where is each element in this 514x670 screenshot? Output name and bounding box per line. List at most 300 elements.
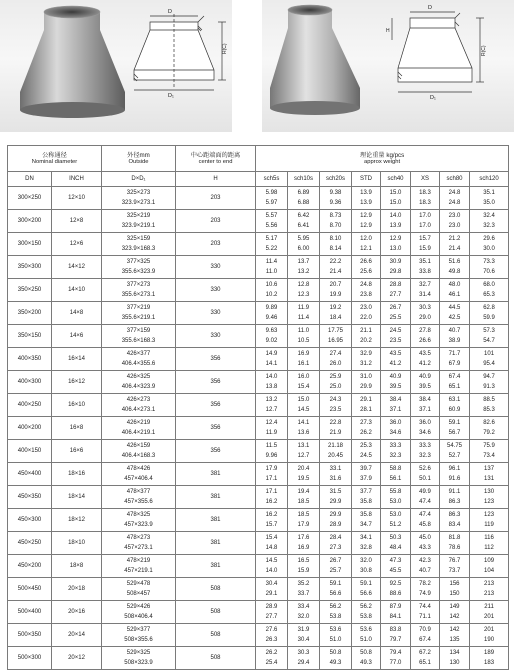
weight-value: 17.75 (327, 328, 343, 334)
inch-cell: 16×12 (52, 371, 102, 394)
weight-value: 53.8 (329, 614, 342, 620)
weight-value: 42.3 (419, 558, 431, 564)
weight-cell (470, 394, 509, 417)
weight-cell (440, 647, 470, 670)
weight-value: 20.45 (327, 453, 343, 459)
weight-value: 31.4 (419, 292, 431, 298)
weight-cell (256, 256, 288, 279)
inch-cell: 18×14 (52, 486, 102, 509)
weight-cell (256, 187, 288, 210)
nominal-diameter-header (8, 146, 102, 172)
weight-value: 22.2 (329, 259, 342, 265)
weight-value: 27.7 (265, 614, 278, 620)
weight-cell (381, 394, 411, 417)
table-row (8, 601, 509, 624)
weight-value: 26.2 (265, 650, 278, 656)
weight-value: 68.0 (483, 282, 495, 288)
weight-cell (320, 325, 352, 348)
weight-value: 189 (484, 650, 495, 656)
dn-cell: 450×200 (8, 555, 52, 578)
weight-value: 16.9 (297, 351, 310, 357)
weight-value: 54.75 (446, 443, 462, 449)
weight-value: 8.70 (329, 223, 342, 229)
od-cell (102, 440, 176, 463)
weight-cell (288, 509, 320, 532)
weight-cell (440, 279, 470, 302)
weight-cell (256, 555, 288, 578)
table-row (8, 233, 509, 256)
weight-value: 29.0 (419, 315, 431, 321)
eccentric-h-label: H (386, 28, 390, 34)
weight-value: 14.1 (297, 420, 310, 426)
weight-value: 15.0 (389, 200, 402, 206)
weight-value: 211 (484, 604, 494, 610)
od-cell (102, 509, 176, 532)
weight-cell (470, 624, 509, 647)
table-row (8, 578, 509, 601)
weight-cell (256, 463, 288, 486)
weight-cell (381, 486, 411, 509)
weight-cell (320, 348, 352, 371)
table-row (8, 463, 509, 486)
weight-cell (470, 325, 509, 348)
dn-cell: 500×350 (8, 624, 52, 647)
weight-cell (352, 440, 381, 463)
h-cell: 356 (176, 348, 256, 371)
weight-value: 11.0 (265, 269, 278, 275)
weight-value: 44.5 (448, 305, 461, 311)
weight-value: 16.0 (297, 374, 310, 380)
weight-value: 33.1 (329, 466, 342, 472)
weight-value: 31.5 (329, 489, 342, 495)
od-value: 457×355.6 (124, 499, 153, 505)
weight-cell (470, 440, 509, 463)
weight-value: 104 (484, 568, 495, 574)
weight-cell (440, 325, 470, 348)
od-cell (102, 187, 176, 210)
sch-header: sch5s (256, 172, 288, 187)
weight-cell (470, 371, 509, 394)
weight-cell (288, 348, 320, 371)
weight-value: 101 (484, 351, 495, 357)
weight-cell (320, 486, 352, 509)
weight-value: 67.4 (448, 374, 461, 380)
weight-value: 30.0 (483, 246, 495, 252)
weight-cell (256, 647, 288, 670)
weight-cell (470, 463, 509, 486)
weight-value: 142 (449, 614, 460, 620)
od-value: 508×355.6 (124, 637, 153, 643)
weight-value: 41.2 (389, 361, 402, 367)
weight-cell (440, 486, 470, 509)
weight-cell (352, 486, 381, 509)
weight-value: 119 (484, 522, 494, 528)
weight-cell (320, 233, 352, 256)
weight-value: 27.8 (419, 328, 431, 334)
weight-value: 16.2 (265, 499, 278, 505)
weight-value: 14.9 (265, 351, 278, 357)
weight-value: 13.7 (297, 259, 310, 265)
weight-value: 29.9 (329, 499, 342, 505)
weight-cell (470, 302, 509, 325)
weight-value: 41.2 (419, 361, 431, 367)
weight-value: 33.3 (419, 443, 431, 449)
weight-cell (288, 486, 320, 509)
weight-value: 78.2 (419, 581, 431, 587)
od-value: 377×159 (126, 328, 151, 334)
weight-value: 15.9 (297, 568, 310, 574)
weight-value: 8.10 (329, 236, 342, 242)
weight-cell (411, 624, 440, 647)
weight-cell (411, 440, 440, 463)
weight-value: 12.4 (265, 420, 278, 426)
dn-cell: 300×200 (8, 210, 52, 233)
dn-cell: 300×250 (8, 187, 52, 210)
weight-cell (288, 647, 320, 670)
weight-cell (288, 279, 320, 302)
weight-cell (288, 325, 320, 348)
weight-value: 53.0 (389, 512, 402, 518)
weight-value: 9.36 (329, 200, 342, 206)
dn-cell: 500×400 (8, 601, 52, 624)
od-value: 406.4×273.1 (121, 407, 156, 413)
od-value: 325×273 (126, 190, 151, 196)
weight-value: 51.6 (448, 259, 461, 265)
weight-value: 77.0 (389, 660, 402, 666)
weight-cell (381, 532, 411, 555)
weight-value: 183 (484, 660, 495, 666)
weight-value: 28.8 (389, 282, 402, 288)
outside-header (102, 146, 176, 172)
weight-value: 79.2 (483, 430, 495, 436)
weight-cell (288, 578, 320, 601)
weight-value: 47.3 (389, 558, 402, 564)
nominal-diameter-en: Nominal diameter (31, 158, 78, 165)
od-value: 457×406.4 (124, 476, 153, 482)
weight-cell (440, 578, 470, 601)
weight-cell (256, 578, 288, 601)
weight-value: 73.7 (448, 568, 461, 574)
weight-value: 20.2 (360, 338, 372, 344)
weight-value: 26.6 (360, 259, 372, 265)
weight-value: 85.3 (483, 407, 495, 413)
weight-value: 16.1 (297, 361, 310, 367)
weight-value: 34.1 (360, 535, 372, 541)
weight-value: 13.0 (389, 246, 402, 252)
weight-cell (288, 555, 320, 578)
nominal-diameter-cn: 公称通径 (42, 151, 67, 159)
od-value: 508×323.9 (124, 660, 153, 666)
weight-value: 16.9 (297, 545, 310, 551)
od-cell (102, 325, 176, 348)
weight-cell (440, 509, 470, 532)
weight-value: 50.8 (329, 650, 342, 656)
weight-value: 20.7 (329, 282, 342, 288)
weight-value: 43.5 (389, 351, 402, 357)
weight-value: 26.7 (329, 558, 342, 564)
weight-value: 34.6 (419, 430, 431, 436)
table-row (8, 187, 509, 210)
weight-value: 83.8 (389, 627, 402, 633)
weight-value: 28.9 (329, 522, 342, 528)
weight-cell (320, 555, 352, 578)
weight-value: 8.73 (329, 213, 342, 219)
weight-value: 86.3 (448, 512, 461, 518)
weight-cell (411, 647, 440, 670)
weight-value: 12.9 (360, 213, 372, 219)
weight-value: 29.9 (360, 384, 372, 390)
sch-header: sch80 (440, 172, 470, 187)
inch-cell: 12×8 (52, 210, 102, 233)
od-value: 478×325 (126, 512, 151, 518)
weight-cell (320, 371, 352, 394)
h-header: H (176, 172, 256, 187)
weight-value: 24.8 (448, 200, 461, 206)
table-body (8, 187, 509, 670)
weight-cell (352, 647, 381, 670)
weight-value: 9.38 (329, 190, 342, 196)
weight-cell (288, 440, 320, 463)
weight-value: 59.1 (448, 420, 461, 426)
table-row (8, 555, 509, 578)
eccentric-reducer-photo (270, 5, 360, 115)
weight-cell (470, 486, 509, 509)
weight-cell (256, 394, 288, 417)
h-cell: 356 (176, 440, 256, 463)
weight-value: 50.3 (389, 535, 402, 541)
reducer-spec-table (7, 145, 509, 670)
weight-cell (352, 187, 381, 210)
weight-cell (381, 371, 411, 394)
weight-value: 17.9 (265, 466, 278, 472)
weight-value: 123 (484, 499, 495, 505)
weight-value: 71.7 (448, 351, 461, 357)
weight-value: 75.9 (483, 443, 495, 449)
dn-cell: 350×250 (8, 279, 52, 302)
h-cell: 381 (176, 555, 256, 578)
od-value: 457×323.9 (124, 522, 153, 528)
weight-cell (352, 532, 381, 555)
weight-value: 39.5 (389, 384, 402, 390)
weight-value: 19.2 (329, 305, 342, 311)
weight-value: 53.6 (360, 627, 372, 633)
weight-cell (381, 578, 411, 601)
od-value: 355.6×219.1 (121, 315, 156, 321)
weight-value: 39.5 (419, 384, 431, 390)
od-cell (102, 302, 176, 325)
weight-value: 52.7 (448, 453, 461, 459)
weight-value: 30.3 (297, 650, 310, 656)
weight-value: 17.1 (265, 489, 278, 495)
weight-value: 27.3 (360, 420, 372, 426)
inch-cell: 18×10 (52, 532, 102, 555)
weight-value: 36.0 (419, 420, 431, 426)
weight-cell (470, 532, 509, 555)
weight-value: 19.9 (329, 292, 342, 298)
weight-cell (440, 463, 470, 486)
weight-value: 11.4 (297, 315, 310, 321)
weight-value: 17.9 (297, 522, 310, 528)
h-cell: 203 (176, 233, 256, 256)
weight-value: 56.2 (360, 604, 372, 610)
weight-value: 109 (484, 558, 495, 564)
weight-cell (320, 256, 352, 279)
weight-value: 24.8 (360, 282, 372, 288)
dn-cell: 450×250 (8, 532, 52, 555)
weight-value: 9.89 (265, 305, 278, 311)
h-cell: 203 (176, 210, 256, 233)
weight-value: 25.0 (329, 384, 342, 390)
weight-value: 50.8 (360, 650, 372, 656)
concentric-d-label: D (168, 9, 172, 15)
weight-value: 33.7 (297, 591, 310, 597)
od-value: 426×325 (126, 374, 151, 380)
weight-cell (470, 578, 509, 601)
weight-value: 12.7 (265, 407, 278, 413)
table-row (8, 302, 509, 325)
table-row (8, 417, 509, 440)
weight-value: 18.5 (297, 512, 310, 518)
weight-value: 6.42 (297, 213, 310, 219)
od-value: 355.6×323.9 (121, 269, 156, 275)
weight-value: 9.46 (265, 315, 278, 321)
weight-cell (440, 532, 470, 555)
weight-value: 53.8 (360, 614, 372, 620)
weight-value: 5.95 (297, 236, 310, 242)
weight-value: 12.7 (297, 453, 310, 459)
weight-value: 32.4 (483, 213, 495, 219)
weight-value: 67.4 (419, 637, 431, 643)
dn-cell: 350×300 (8, 256, 52, 279)
weight-value: 20.4 (297, 466, 310, 472)
weight-value: 10.2 (265, 292, 278, 298)
weight-value: 65.1 (419, 660, 431, 666)
concentric-d1-label: D₁ (168, 93, 174, 99)
weight-cell (411, 348, 440, 371)
dn-cell: 350×200 (8, 302, 52, 325)
weight-cell (320, 394, 352, 417)
weight-value: 33.3 (389, 443, 402, 449)
weight-cell (470, 233, 509, 256)
weight-value: 58.8 (389, 466, 402, 472)
weight-value: 13.1 (297, 443, 310, 449)
weight-value: 11.5 (265, 443, 278, 449)
weight-cell (320, 463, 352, 486)
od-value: 529×426 (126, 604, 151, 610)
inch-header: INCH (52, 172, 102, 187)
weight-cell (288, 256, 320, 279)
weight-value: 15.0 (297, 397, 310, 403)
weight-value: 37.1 (419, 407, 431, 413)
weight-cell (440, 256, 470, 279)
table-row (8, 325, 509, 348)
weight-value: 49.8 (448, 269, 461, 275)
inch-cell: 12×10 (52, 187, 102, 210)
weight-value: 46.1 (448, 292, 461, 298)
weight-value: 24.3 (329, 397, 342, 403)
od-value: 508×457 (126, 591, 151, 597)
weight-value: 150 (449, 591, 460, 597)
weight-value: 6.00 (297, 246, 310, 252)
dn-cell: 350×150 (8, 325, 52, 348)
weight-value: 79.4 (389, 650, 402, 656)
weight-value: 45.5 (389, 568, 402, 574)
h-cell: 381 (176, 509, 256, 532)
weight-cell (411, 601, 440, 624)
od-value: 478×219 (126, 558, 151, 564)
weight-value: 88.5 (483, 397, 495, 403)
dn-cell: 450×300 (8, 509, 52, 532)
weight-cell (256, 417, 288, 440)
od-value: 323.9×273.1 (121, 200, 156, 206)
weight-value: 29.1 (265, 591, 278, 597)
weight-value: 59.1 (329, 581, 342, 587)
weight-cell (411, 532, 440, 555)
h-cell: 508 (176, 601, 256, 624)
table-subheader-row (8, 172, 509, 187)
weight-value: 6.88 (297, 200, 310, 206)
weight-value: 5.97 (265, 200, 278, 206)
weight-header (256, 146, 509, 172)
weight-value: 65.1 (448, 384, 461, 390)
weight-value: 82.6 (483, 420, 495, 426)
od-cell (102, 486, 176, 509)
weight-cell (470, 509, 509, 532)
weight-value: 14.8 (265, 545, 278, 551)
weight-value: 40.7 (419, 568, 431, 574)
od-cell (102, 601, 176, 624)
od-cell (102, 348, 176, 371)
weight-value: 63.1 (448, 397, 461, 403)
weight-value: 70.9 (419, 627, 431, 633)
weight-value: 30.9 (389, 259, 402, 265)
weight-cell (352, 279, 381, 302)
weight-value: 18.5 (297, 499, 310, 505)
weight-cell (411, 371, 440, 394)
od-value: 478×426 (126, 466, 151, 472)
weight-value: 62.8 (483, 305, 495, 311)
weight-cell (256, 532, 288, 555)
dn-cell: 500×300 (8, 647, 52, 670)
table-row (8, 394, 509, 417)
weight-value: 32.3 (419, 453, 431, 459)
weight-cell (440, 348, 470, 371)
weight-value: 27.6 (265, 627, 278, 633)
weight-value: 56.2 (329, 604, 342, 610)
weight-value: 49.3 (360, 660, 372, 666)
weight-value: 13.9 (389, 223, 402, 229)
weight-value: 35.8 (360, 499, 372, 505)
weight-cell (288, 394, 320, 417)
dn-cell: 450×400 (8, 463, 52, 486)
h-cell: 381 (176, 463, 256, 486)
weight-value: 19.4 (297, 489, 310, 495)
weight-cell (440, 440, 470, 463)
weight-value: 30.4 (265, 581, 278, 587)
weight-cell (256, 440, 288, 463)
weight-value: 40.9 (419, 374, 431, 380)
weight-value: 26.2 (360, 430, 372, 436)
weight-value: 13.2 (297, 269, 310, 275)
weight-value: 26.0 (329, 361, 342, 367)
od-value: 529×325 (126, 650, 151, 656)
weight-value: 50.1 (419, 476, 431, 482)
weight-value: 35.1 (419, 259, 431, 265)
weight-cell (256, 325, 288, 348)
weight-value: 71.1 (419, 614, 431, 620)
table-row (8, 210, 509, 233)
weight-cell (352, 578, 381, 601)
